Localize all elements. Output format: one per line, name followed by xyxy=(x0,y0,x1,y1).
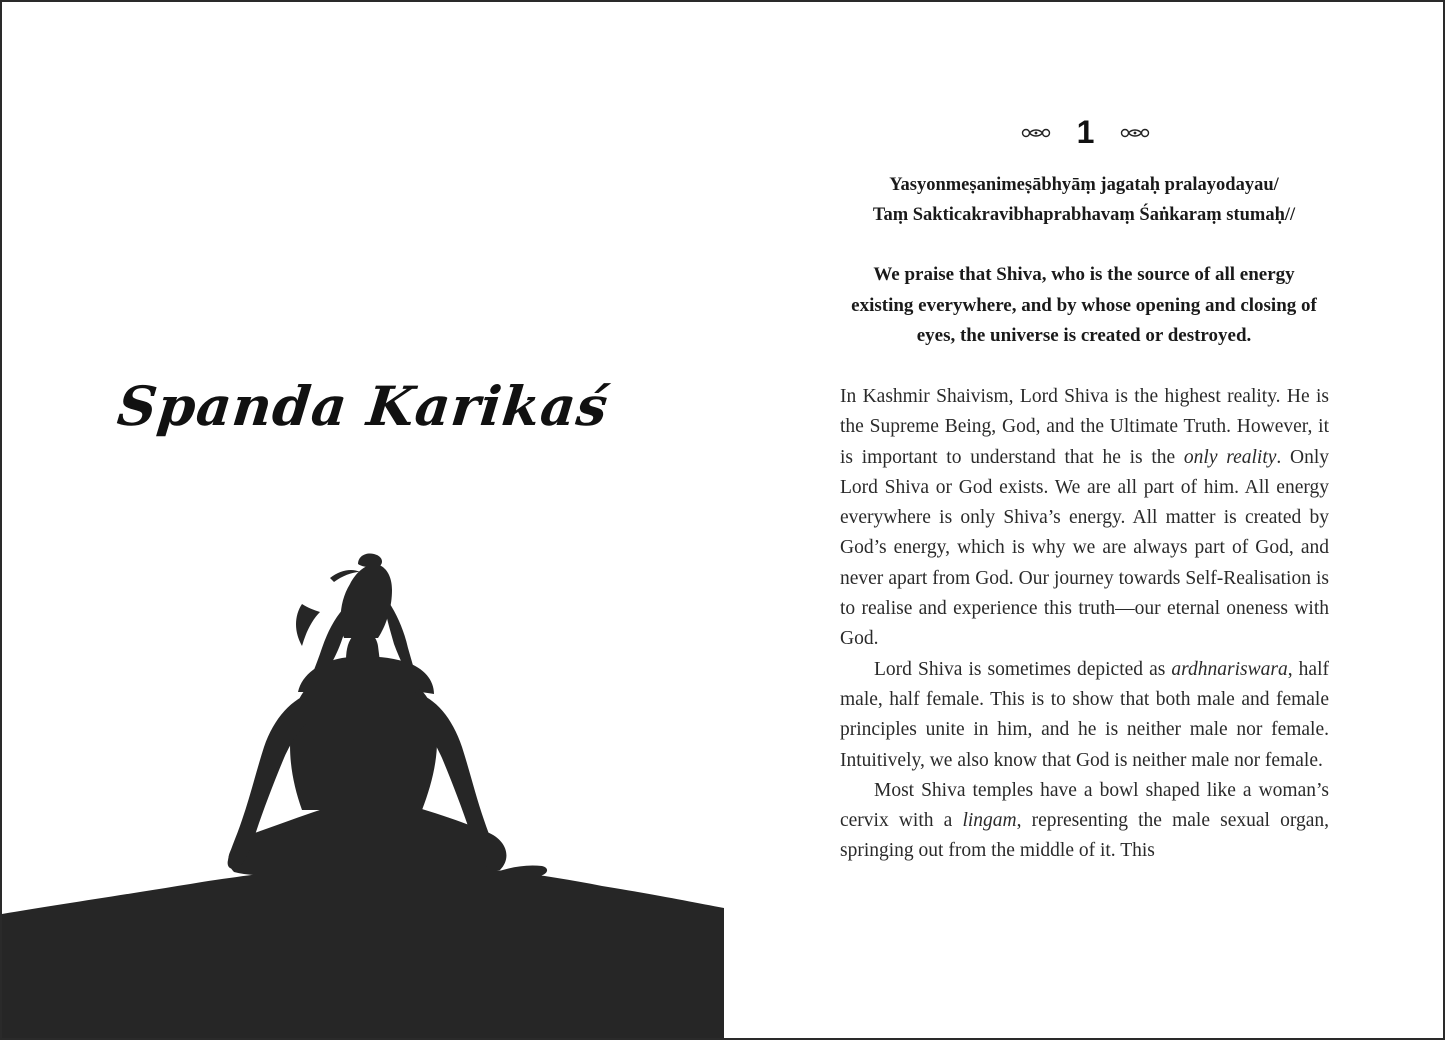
left-ornament-icon xyxy=(1020,127,1052,139)
emphasis: only reality xyxy=(1183,446,1277,468)
paragraph xyxy=(840,776,1329,867)
verse-line: Yasyonmeṣanimeṣābhyāṃ jagataḥ pralayodayau/ xyxy=(889,175,1279,195)
book-title: Spanda Karikaś xyxy=(114,374,612,438)
chapter-heading xyxy=(724,112,1445,151)
paragraph xyxy=(840,655,1329,776)
emphasis: lingam xyxy=(962,810,1017,832)
text-run: Lord Shiva is sometimes depicted as xyxy=(874,658,1172,680)
translation-line: eyes, the universe is created or destroyed. xyxy=(916,325,1252,346)
left-page xyxy=(2,2,724,1040)
text-run: . Only Lord Shiva or God exists. We are all part of him. All energy everywhere is only Shiva’s energy. All matter is created by God’s energy, which is why we are always part of God, and never apart from God. Our journey towards Self-Realisation is to realise and experience this truth—our eternal oneness with God. xyxy=(840,446,1329,650)
verse-line: Taṃ Sakticakravibhaprabhavaṃ Śaṅkaraṃ stumaḥ// xyxy=(872,205,1296,225)
translation-line: We praise that Shiva, who is the source of all energy xyxy=(873,264,1295,285)
translation-line: existing everywhere, and by whose opening and closing of xyxy=(851,294,1317,316)
text-run: , half male, half female. This is to show that both male and female principles unite in him, and he is neither male nor female. Intuitively, we also know that God is neither male nor female. xyxy=(840,658,1329,771)
text-run: , representing the male sexual organ, springing out from the middle of it. This xyxy=(840,810,1329,862)
body-text xyxy=(840,382,1329,867)
paragraph xyxy=(840,382,1329,655)
verse-translation xyxy=(824,260,1344,352)
sanskrit-verse xyxy=(824,170,1344,230)
emphasis: ardhnariswara xyxy=(1171,658,1288,680)
meditating-shiva-silhouette xyxy=(2,542,724,1040)
right-page xyxy=(724,2,1445,1040)
right-ornament-icon xyxy=(1119,127,1151,139)
chapter-number: 1 xyxy=(1076,114,1095,151)
text-run: In Kashmir Shaivism, Lord Shiva is the highest reality. He is the Supreme Being, God, and the Ultimate Truth. However, it is important to understand that he is the xyxy=(840,386,1329,468)
text-run: Most Shiva temples have a bowl shaped like a woman’s cervix with a xyxy=(840,779,1329,832)
